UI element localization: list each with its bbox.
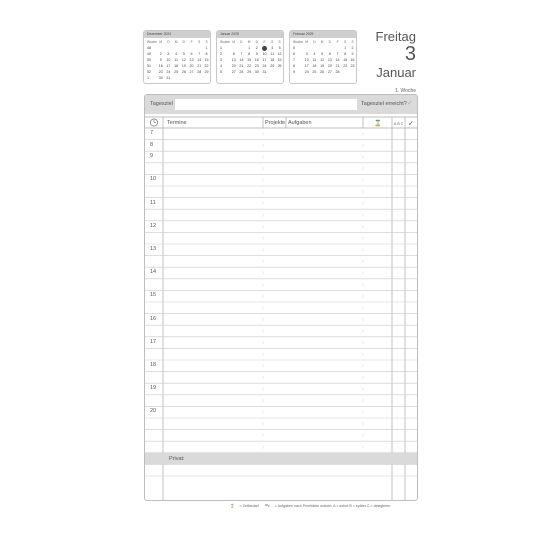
minical-header-cell: M — [247, 40, 251, 44]
minical-day: 31 — [166, 76, 171, 80]
minical-header-cell: F — [263, 40, 266, 44]
hour-label: 17 — [150, 338, 157, 345]
hour-label: 7 — [150, 130, 154, 136]
minical-header-cell: Woche — [293, 40, 303, 44]
minical-day: 10 — [166, 58, 171, 62]
day-planner — [144, 94, 418, 501]
minical-week-row — [290, 69, 356, 75]
minical-day: 17 — [262, 58, 267, 62]
minical-day: 2 — [159, 52, 162, 56]
minical-day — [172, 75, 180, 81]
minical-grid — [290, 39, 356, 75]
minical-day: 13 — [189, 58, 194, 62]
minical-header-cell: S — [205, 40, 208, 44]
minical-day — [261, 45, 269, 51]
minical-day: 17 — [304, 64, 309, 68]
minical-day: 26 — [277, 64, 282, 68]
minical-week-number: 51 — [147, 64, 151, 68]
planner-grid — [145, 114, 417, 500]
minical-header-cell: M — [305, 40, 309, 44]
minical-day: 29 — [204, 70, 209, 74]
hour-label: 20 — [150, 408, 157, 415]
minical-day: 15 — [343, 58, 348, 62]
minical-header-cell: D — [313, 40, 316, 44]
minical-header-cell: D — [182, 40, 185, 44]
hour-label: 12 — [150, 222, 157, 229]
month-label: Januar — [376, 65, 416, 80]
minical-day: 24 — [262, 64, 267, 68]
goal-reached-label: Tagesziel erreicht? — [361, 101, 407, 107]
minical-day: 23 — [254, 64, 259, 68]
minical-day: 24 — [304, 70, 309, 74]
minical-february — [289, 30, 357, 84]
minical-day: 20 — [231, 64, 236, 68]
minical-header-cell: D — [240, 40, 243, 44]
weekday-label: Freitag — [375, 29, 416, 44]
minical-day: 14 — [197, 58, 202, 62]
minical-day: 15 — [204, 58, 209, 62]
minical-header-cell: F — [336, 40, 339, 44]
minical-day: 11 — [270, 52, 275, 56]
minical-day: 22 — [343, 64, 348, 68]
legend-time: = Zeitbedarf — [239, 504, 259, 508]
day-number: 3 — [404, 43, 416, 65]
minical-day — [276, 69, 283, 75]
minical-week-number: 7 — [293, 58, 295, 62]
minical-title: Januar 2025 — [217, 31, 283, 38]
minical-day: 22 — [204, 64, 209, 68]
column-head-aufgaben: Aufgaben — [288, 120, 312, 126]
minical-day: 26 — [320, 70, 325, 74]
minical-header-cell: S — [351, 40, 354, 44]
minical-day: 9 — [159, 58, 162, 62]
minical-day — [188, 75, 196, 81]
minical-day: 19 — [320, 64, 325, 68]
minical-day: 10 — [304, 58, 309, 62]
minical-day: 7 — [198, 52, 201, 56]
minical-day: 10 — [262, 52, 267, 56]
minical-day: 16 — [254, 58, 259, 62]
minical-day: 25 — [270, 64, 275, 68]
hour-label: 13 — [150, 246, 157, 252]
minical-header-row — [144, 39, 210, 45]
minical-day: 23 — [158, 70, 163, 74]
minical-day: 18 — [312, 64, 317, 68]
minical-day: 7 — [336, 52, 339, 56]
minical-header-cell: S — [344, 40, 347, 44]
minical-day: 28 — [239, 70, 244, 74]
minical-week-number: 8 — [293, 64, 295, 68]
column-head-projekte: Projekte — [265, 120, 286, 126]
minical-day — [195, 75, 203, 81]
minical-grid — [217, 39, 283, 75]
legend-hourglass-icon: ⌛ — [230, 504, 235, 508]
minical-week-number: 1 — [147, 76, 149, 80]
minical-header-cell: D — [328, 40, 331, 44]
minical-header-cell: Woche — [147, 40, 157, 44]
minical-header-cell: M — [320, 40, 324, 44]
minical-day: 19 — [277, 58, 282, 62]
minical-day: 7 — [240, 52, 243, 56]
minical-week-number: 2 — [220, 52, 222, 56]
minical-day: 4 — [175, 52, 178, 56]
minical-week-number: 49 — [147, 52, 151, 56]
minical-day: 1 — [248, 46, 251, 50]
minical-day: 3 — [167, 52, 170, 56]
minical-week-number: 50 — [147, 58, 151, 62]
minical-day: 27 — [327, 70, 332, 74]
minical-week-number: 1 — [220, 46, 222, 50]
minical-day: 5 — [278, 46, 281, 50]
minical-week-number: 48 — [147, 46, 151, 50]
hour-label: 19 — [150, 385, 157, 392]
minical-week-number: 6 — [293, 52, 295, 56]
minical-day: 30 — [254, 70, 259, 74]
hour-label: 14 — [150, 269, 157, 276]
minical-december — [143, 30, 211, 84]
minical-header-cell: M — [232, 40, 236, 44]
minical-week-row — [144, 75, 210, 81]
week-number: 1. Woche — [394, 88, 416, 94]
minical-day — [268, 69, 276, 75]
minical-day: 17 — [166, 64, 171, 68]
minical-header-cell: M — [159, 40, 163, 44]
minical-day: 25 — [174, 70, 179, 74]
minical-day: 14 — [335, 58, 340, 62]
minical-day: 9 — [351, 52, 354, 56]
minical-day: 18 — [270, 58, 275, 62]
minical-day: 31 — [262, 70, 267, 74]
done-check-icon: ✓ — [408, 119, 414, 128]
minical-header-cell: S — [271, 40, 274, 44]
minical-day: 8 — [205, 52, 208, 56]
minical-header-cell: D — [167, 40, 170, 44]
minical-day: 1 — [344, 46, 347, 50]
minical-day: 28 — [335, 70, 340, 74]
minical-week-number: 5 — [220, 70, 222, 74]
hour-label: 15 — [150, 292, 157, 299]
legend-abc-icon: ᴬᴮc — [264, 504, 270, 508]
minical-day: 15 — [247, 58, 252, 62]
goal-reached-check-icon[interactable]: ✓ — [407, 100, 413, 107]
minical-week-row — [217, 69, 283, 75]
minical-title: Februar 2025 — [290, 31, 356, 38]
minical-day: 22 — [247, 64, 252, 68]
minical-day: 8 — [344, 52, 347, 56]
minical-day: 6 — [190, 52, 193, 56]
minical-day: 8 — [248, 52, 251, 56]
minical-day: 21 — [239, 64, 244, 68]
minical-day: 6 — [328, 52, 331, 56]
hour-label: 18 — [150, 362, 157, 368]
minical-day: 26 — [181, 70, 186, 74]
minical-day: 29 — [247, 70, 252, 74]
minical-day: 12 — [320, 58, 325, 62]
minical-day: 23 — [350, 64, 355, 68]
minical-day: 9 — [255, 52, 258, 56]
minical-day: 27 — [189, 70, 194, 74]
minical-week-number: 4 — [220, 64, 222, 68]
hour-label: 10 — [150, 176, 157, 183]
hour-label: 16 — [150, 315, 157, 322]
minical-day: 5 — [321, 52, 324, 56]
minical-day: 4 — [271, 46, 274, 50]
legend-priority: = Aufgaben nach Prioritäten ordnen: A = sofort B = später C = delegieren — [274, 504, 391, 508]
minical-day: 2 — [255, 46, 258, 50]
minical-week-number: 5 — [293, 46, 295, 50]
minical-header-cell: S — [278, 40, 281, 44]
minical-title: Dezember 2024 — [144, 31, 210, 38]
daily-goal-field[interactable] — [175, 99, 357, 110]
minical-day: 3 — [305, 52, 308, 56]
minical-day: 11 — [174, 58, 178, 62]
today-marker — [262, 46, 267, 51]
legend — [230, 504, 420, 508]
minical-day: 4 — [313, 52, 316, 56]
minical-day — [180, 75, 188, 81]
daily-goal-label: Tagesziel — [150, 101, 173, 107]
minical-day — [341, 69, 349, 75]
minical-january — [216, 30, 284, 84]
minical-day: 12 — [181, 58, 186, 62]
minical-day — [203, 75, 210, 81]
minical-day: 6 — [232, 52, 235, 56]
minical-day: 30 — [158, 76, 163, 80]
minical-day: 12 — [277, 52, 282, 56]
minical-day: 25 — [312, 70, 317, 74]
minical-day: 20 — [189, 64, 194, 68]
minical-week-number: 3 — [220, 58, 222, 62]
private-label: Privat: — [169, 456, 185, 462]
minical-day: 19 — [181, 64, 186, 68]
abc-priority-icon: A B C — [394, 122, 404, 126]
minical-header-cell: F — [190, 40, 193, 44]
minical-day: 21 — [335, 64, 340, 68]
minical-header-cell: D — [255, 40, 258, 44]
minical-grid — [144, 39, 210, 81]
minical-day: 28 — [197, 70, 202, 74]
minical-day: 13 — [231, 58, 236, 62]
hour-label: 9 — [150, 153, 154, 160]
minical-header-cell: M — [174, 40, 178, 44]
minical-day: 14 — [239, 58, 244, 62]
minical-day: 24 — [166, 70, 171, 74]
hourglass-icon: ⌛ — [374, 120, 382, 127]
minical-day — [349, 69, 356, 75]
column-head-termine: Termine — [167, 120, 187, 126]
minical-day: 27 — [231, 70, 236, 74]
minical-day: 16 — [350, 58, 355, 62]
minical-header-cell: Woche — [220, 40, 230, 44]
minical-day: 5 — [182, 52, 185, 56]
hour-label: 8 — [150, 141, 154, 148]
minical-day: 13 — [327, 58, 332, 62]
minical-week-number: 9 — [293, 70, 295, 74]
minical-day: 2 — [351, 46, 354, 50]
minical-day: 18 — [174, 64, 179, 68]
minical-day: 11 — [312, 58, 317, 62]
minical-day: 1 — [205, 46, 208, 50]
minical-day: 20 — [327, 64, 332, 68]
minical-day: 21 — [197, 64, 202, 68]
private-bar — [145, 453, 417, 464]
minical-week-number: 52 — [147, 70, 151, 74]
minical-day: 16 — [158, 64, 163, 68]
hour-label: 11 — [150, 199, 156, 206]
minical-header-cell: S — [198, 40, 201, 44]
